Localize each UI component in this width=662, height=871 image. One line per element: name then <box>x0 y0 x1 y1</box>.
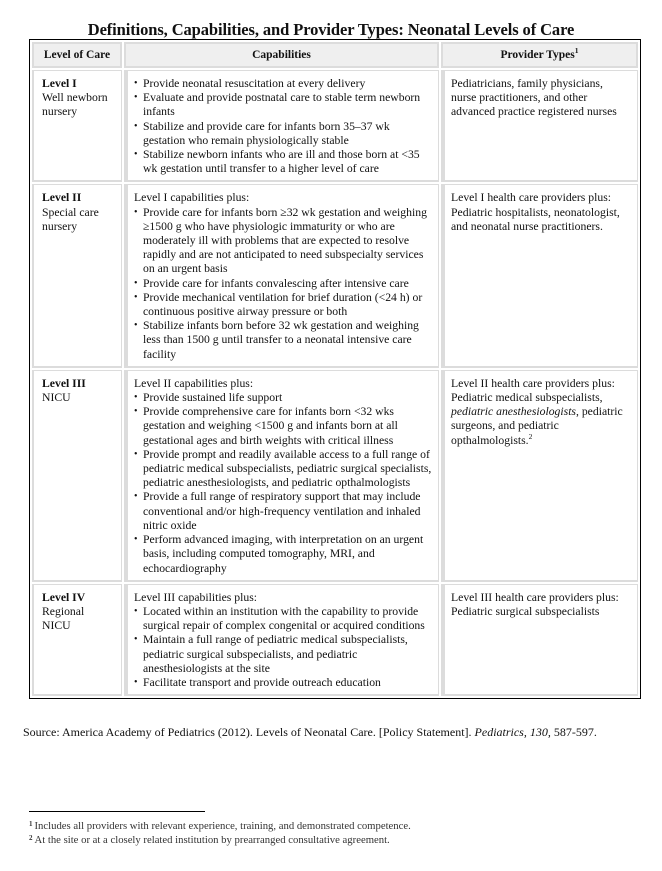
header-provider-types <box>441 42 638 68</box>
providers-cell <box>441 370 638 582</box>
capabilities-intro: Level II capabilities plus: <box>134 376 254 390</box>
level-cell <box>32 70 122 182</box>
level-description: NICU <box>42 391 71 405</box>
footnote-divider <box>29 811 205 812</box>
header-capabilities <box>124 42 439 68</box>
capabilities-cell <box>124 70 439 182</box>
source-citation <box>23 725 662 739</box>
capability-item: • Provide neonatal resuscitation at every delivery <box>134 77 432 91</box>
providers-text: Level III health care providers plus: Pediatric surgical subspecialists <box>451 590 619 618</box>
capabilities-list <box>134 77 432 176</box>
level-description: Special care nursery <box>42 205 99 233</box>
capability-item: • Provide a full range of respiratory support that may include conventional and/or high-frequency ventilation and inhaled nitric oxide <box>134 490 432 533</box>
footnote-text: At the site or at a closely related institution by prearranged consultative agreement. <box>34 834 390 846</box>
capability-item: • Stabilize infants born before 32 wk gestation and weighing less than 1500 g until transfer to a neonatal intensive care facility <box>134 319 432 362</box>
source-journal: Pediatrics, 130, <box>474 725 551 739</box>
capability-item: • Perform advanced imaging, with interpretation on an urgent basis, including computed tomography, MRI, and echocardiography <box>134 533 432 576</box>
providers-cell <box>441 70 638 182</box>
footnote-1 <box>29 819 411 833</box>
capability-item: • Provide mechanical ventilation for brief duration (<24 h) or continuous positive airway pressure or both <box>134 291 432 319</box>
source-pages: 587-597. <box>550 725 597 739</box>
header-level-label: Level of Care <box>43 48 111 61</box>
capabilities-cell <box>124 370 439 582</box>
capability-item: • Provide comprehensive care for infants born <32 wks gestation and weighing <1500 g and infants born at all gestational ages and birth weights with critical illness <box>134 405 432 448</box>
level-description: Well newborn nursery <box>42 91 108 119</box>
providers-cell <box>441 584 638 696</box>
header-providers-label: Provider Types <box>500 48 575 61</box>
header-level-of-care <box>32 42 122 68</box>
capability-item: • Provide care for infants born ≥32 wk gestation and weighing ≥1500 g who have physiologic immaturity or who are moderately ill with problems that are expected to resolve rapidly and are not anticipated to need subspecialty services on an urgent basis <box>134 206 432 277</box>
levels-of-care-table <box>29 39 641 699</box>
page-title: Definitions, Capabilities, and Provider Types: Neonatal Levels of Care <box>87 20 575 39</box>
capability-item: • Maintain a full range of pediatric medical subspecialists, pediatric surgical subspecialists, and pediatric anesthesiologists at the site <box>134 633 432 676</box>
footnotes <box>29 819 411 847</box>
level-cell <box>32 584 122 696</box>
source-text: Source: America Academy of Pediatrics (2012). Levels of Neonatal Care. [Policy Statement]. <box>23 725 475 739</box>
table-row <box>32 184 638 367</box>
table-row <box>32 370 638 582</box>
footnote-text: Includes all providers with relevant experience, training, and demonstrated competence. <box>34 820 411 832</box>
table-row <box>32 70 638 182</box>
providers-emphasis: pediatric anesthesiologists <box>451 405 576 419</box>
footnote-ref-1[interactable]: 1 <box>574 45 579 55</box>
capability-item: • Facilitate transport and provide outreach education <box>134 676 432 690</box>
capability-item: • Provide prompt and readily available access to a full range of pediatric medical subspecialists, pediatric surgical specialists, pediatric anesthesiologists, and pediatric opthalmologists <box>134 448 432 491</box>
footnote-2 <box>29 833 411 847</box>
capabilities-cell <box>124 184 439 367</box>
capabilities-list <box>134 391 432 576</box>
level-description: Regional NICU <box>42 604 85 633</box>
capability-item: • Stabilize and provide care for infants born 35–37 wk gestation who remain physiologically stable <box>134 120 432 148</box>
capability-item: • Provide care for infants convalescing after intensive care <box>134 277 432 291</box>
level-name: Level I <box>42 77 77 90</box>
capability-item: • Located within an institution with the capability to provide surgical repair of complex congenital or acquired conditions <box>134 605 432 633</box>
providers-cell <box>441 184 638 367</box>
providers-text-continued: , pediatric surgeons, and pediatric opthalmologists. <box>451 405 623 447</box>
level-name: Level II <box>42 191 82 205</box>
table-header-row <box>32 42 638 68</box>
footnote-marker: 1 <box>29 820 33 828</box>
footnote-ref-2[interactable]: 2 <box>528 431 533 441</box>
footnote-marker: 2 <box>29 834 33 842</box>
capabilities-list <box>134 206 432 362</box>
providers-text: Level I health care providers plus: Pediatric hospitalists, neonatologist, and neonatal nurse practitioners. <box>451 191 620 233</box>
level-name: Level IV <box>42 590 86 604</box>
capability-item: • Stabilize newborn infants who are ill and those born at <35 wk gestation until transfer to a higher level of care <box>134 148 432 176</box>
level-name: Level III <box>42 376 86 390</box>
capability-item: • Provide sustained life support <box>134 391 432 405</box>
table-row <box>32 584 638 696</box>
capabilities-intro: Level I capabilities plus: <box>134 191 250 205</box>
level-cell <box>32 184 122 367</box>
capability-item: • Evaluate and provide postnatal care to stable term newborn infants <box>134 91 432 119</box>
capabilities-intro: Level III capabilities plus: <box>134 590 257 604</box>
level-cell <box>32 370 122 582</box>
capabilities-list <box>134 605 432 690</box>
providers-text: Level II health care providers plus: Pediatric medical subspecialists, <box>451 376 615 405</box>
providers-text: Pediatricians, family physicians, nurse practitioners, and other advanced practice registered nurses <box>451 77 617 119</box>
capabilities-cell <box>124 584 439 696</box>
header-capabilities-label: Capabilities <box>252 48 311 61</box>
